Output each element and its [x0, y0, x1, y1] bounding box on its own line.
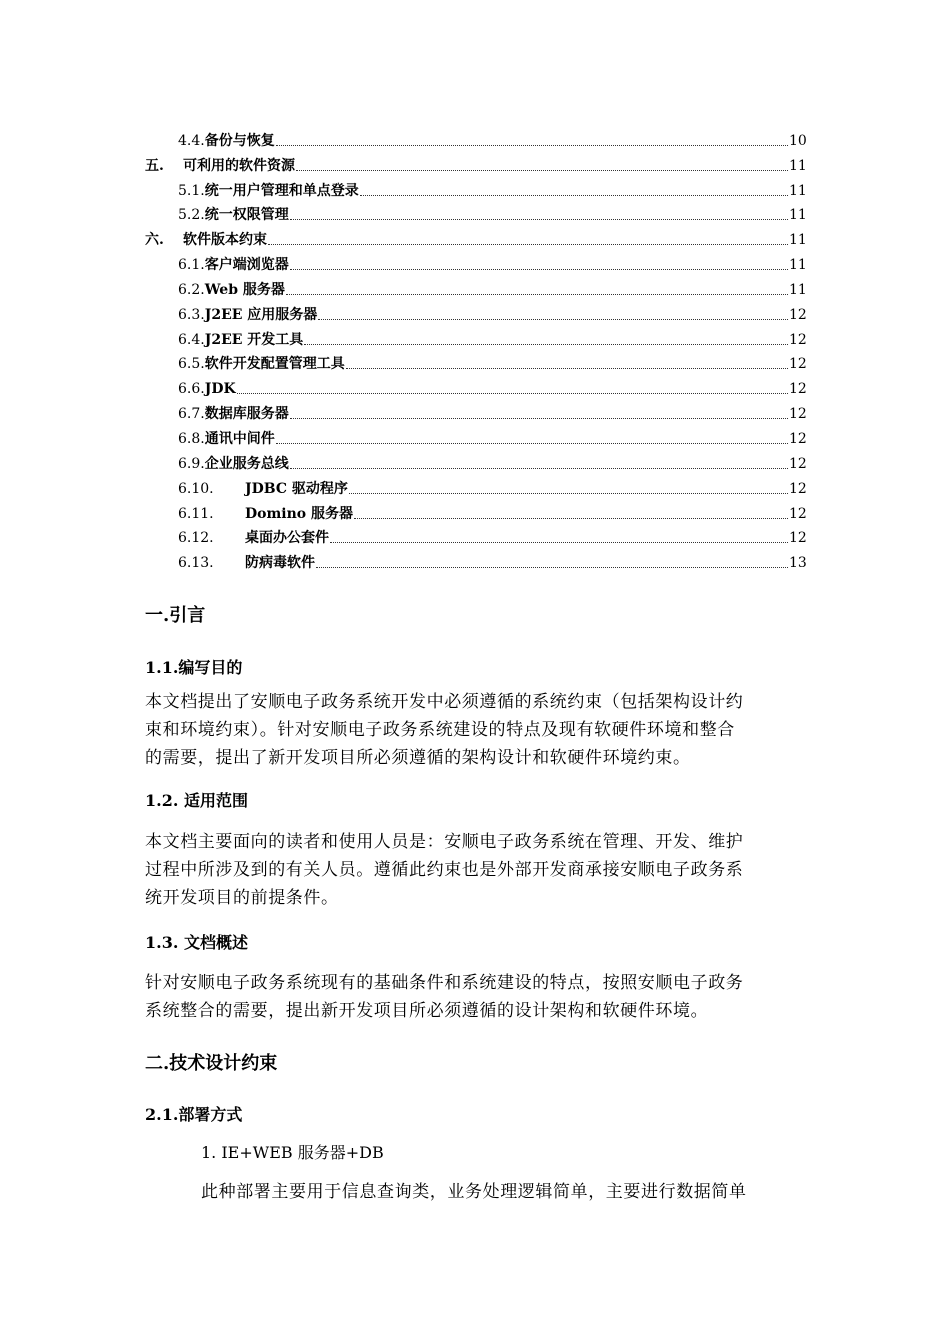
toc-entry-number: 6.3. — [178, 306, 205, 323]
toc-entry-number: 6.12. — [178, 530, 214, 547]
toc-entry[interactable] — [145, 274, 806, 299]
toc-entry[interactable] — [145, 373, 806, 398]
toc-dot-leader — [276, 145, 788, 146]
toc-entry-title: 企业服务总线 — [204, 455, 289, 472]
toc-entry[interactable] — [145, 299, 806, 324]
toc-dot-leader — [360, 195, 788, 196]
toc-entry[interactable] — [145, 200, 806, 225]
toc-entry-number: 6.11. — [178, 505, 214, 522]
toc-entry-number: 6.1. — [178, 257, 205, 274]
toc-entry-title: Web 服务器 — [204, 281, 285, 298]
toc-entry-page: 11 — [789, 157, 807, 174]
toc-entry-number: 6.9. — [178, 455, 205, 472]
toc-entry-title: J2EE 应用服务器 — [204, 306, 318, 323]
toc-entry-page: 12 — [789, 306, 807, 323]
table-of-contents — [145, 125, 806, 572]
toc-entry[interactable] — [145, 523, 806, 548]
toc-entry-number: 6.13. — [178, 555, 214, 572]
section-title-technical-constraints: 二.技术设计约束 — [145, 1053, 278, 1074]
toc-entry-number: 6.2. — [178, 281, 205, 298]
toc-entry-number: 5.1. — [178, 182, 205, 199]
toc-dot-leader — [318, 319, 788, 320]
toc-dot-leader — [290, 269, 788, 270]
toc-entry-page: 11 — [789, 281, 807, 298]
deployment-option-1: 1. IE+WEB 服务器+DB — [201, 1143, 384, 1162]
toc-entry[interactable] — [145, 547, 806, 572]
toc-dot-leader — [349, 493, 788, 494]
toc-dot-leader — [286, 294, 788, 295]
toc-entry-page: 12 — [789, 356, 807, 373]
toc-dot-leader — [296, 170, 788, 171]
toc-entry-title: 统一用户管理和单点登录 — [204, 182, 359, 199]
toc-entry-page: 11 — [789, 207, 807, 224]
toc-entry-title: JDBC 驱动程序 — [245, 480, 348, 497]
paragraph-scope — [145, 828, 810, 912]
toc-entry-number: 6.7. — [178, 406, 205, 423]
toc-entry[interactable] — [145, 448, 806, 473]
toc-entry[interactable] — [145, 224, 806, 249]
toc-entry-number: 6.10. — [178, 480, 214, 497]
toc-entry-title: Domino 服务器 — [245, 505, 354, 522]
toc-entry-number: 五. — [145, 157, 164, 174]
paragraph-purpose — [145, 688, 810, 772]
paragraph-line: 的需要，提出了新开发项目所必须遵循的架构设计和软硬件环境约束。 — [145, 748, 691, 768]
toc-entry-title: 防病毒软件 — [245, 555, 315, 572]
subsection-title-scope: 1.2. 适用范围 — [145, 791, 248, 810]
subsection-title-overview: 1.3. 文档概述 — [145, 933, 248, 952]
toc-entry-page: 11 — [789, 232, 807, 249]
toc-entry-title: 软件开发配置管理工具 — [204, 356, 345, 373]
toc-entry-title: 统一权限管理 — [204, 207, 289, 224]
paragraph-line: 过程中所涉及到的有关人员。遵循此约束也是外部开发商承接安顺电子政务系 — [145, 860, 744, 880]
toc-entry-title: JDK — [204, 381, 236, 398]
toc-entry-title: 客户端浏览器 — [204, 257, 289, 274]
toc-entry-number: 6.5. — [178, 356, 205, 373]
toc-entry[interactable] — [145, 175, 806, 200]
toc-dot-leader — [330, 542, 788, 543]
toc-entry-number: 6.6. — [178, 381, 205, 398]
paragraph-line: 系统整合的需要，提出新开发项目所必须遵循的设计架构和软硬件环境。 — [145, 1001, 709, 1021]
toc-dot-leader — [354, 518, 788, 519]
toc-entry-page: 12 — [789, 530, 807, 547]
toc-dot-leader — [346, 368, 788, 369]
toc-entry-title: 软件版本约束 — [183, 232, 267, 249]
paragraph-line: 本文档主要面向的读者和使用人员是：安顺电子政务系统在管理、开发、维护 — [145, 832, 744, 852]
toc-entry-title: 桌面办公套件 — [245, 530, 329, 547]
toc-entry[interactable] — [145, 349, 806, 374]
toc-entry-page: 11 — [789, 182, 807, 199]
toc-entry-page: 12 — [789, 430, 807, 447]
toc-entry-page: 12 — [789, 480, 807, 497]
toc-entry-number: 5.2. — [178, 207, 205, 224]
toc-entry[interactable] — [145, 125, 806, 150]
toc-entry[interactable] — [145, 498, 806, 523]
toc-entry-title: 可利用的软件资源 — [183, 157, 295, 174]
toc-dot-leader — [316, 567, 788, 568]
toc-entry-number: 6.8. — [178, 430, 205, 447]
toc-entry-number: 6.4. — [178, 331, 205, 348]
toc-entry-title: 备份与恢复 — [204, 132, 275, 149]
toc-entry[interactable] — [145, 324, 806, 349]
toc-entry-page: 12 — [789, 505, 807, 522]
toc-entry-title: 通讯中间件 — [204, 430, 275, 447]
subsection-title-deployment: 2.1.部署方式 — [145, 1105, 243, 1124]
toc-dot-leader — [290, 468, 788, 469]
toc-dot-leader — [268, 244, 788, 245]
section-title-introduction: 一.引言 — [145, 605, 206, 626]
toc-entry[interactable] — [145, 150, 806, 175]
toc-entry-page: 12 — [789, 331, 807, 348]
toc-entry-page: 12 — [789, 455, 807, 472]
toc-entry-page: 12 — [789, 406, 807, 423]
toc-entry[interactable] — [145, 473, 806, 498]
toc-dot-leader — [290, 219, 788, 220]
toc-entry-title: J2EE 开发工具 — [204, 331, 304, 348]
toc-entry-page: 12 — [789, 381, 807, 398]
toc-entry-page: 13 — [789, 555, 807, 572]
toc-entry-page: 10 — [789, 132, 807, 149]
toc-dot-leader — [304, 344, 788, 345]
paragraph-line: 针对安顺电子政务系统现有的基础条件和系统建设的特点，按照安顺电子政务 — [145, 973, 744, 993]
paragraph-line: 本文档提出了安顺电子政务系统开发中必须遵循的系统约束（包括架构设计约 — [145, 692, 744, 712]
toc-entry-number: 4.4. — [178, 132, 205, 149]
paragraph-line: 统开发项目的前提条件。 — [145, 888, 339, 908]
toc-dot-leader — [276, 443, 788, 444]
paragraph-line: 束和环境约束）。针对安顺电子政务系统建设的特点及现有软硬件环境和整合 — [145, 720, 735, 740]
subsection-title-purpose: 1.1.编写目的 — [145, 658, 243, 677]
toc-entry-page: 11 — [789, 257, 807, 274]
toc-entry[interactable] — [145, 423, 806, 448]
paragraph-overview — [145, 969, 810, 1025]
toc-dot-leader — [290, 418, 788, 419]
toc-entry[interactable] — [145, 398, 806, 423]
paragraph-deployment: 此种部署主要用于信息查询类，业务处理逻辑简单，主要进行数据简单 — [201, 1182, 747, 1202]
toc-entry[interactable] — [145, 249, 806, 274]
toc-entry-title: 数据库服务器 — [204, 406, 289, 423]
toc-dot-leader — [237, 393, 788, 394]
toc-entry-number: 六. — [145, 232, 164, 249]
